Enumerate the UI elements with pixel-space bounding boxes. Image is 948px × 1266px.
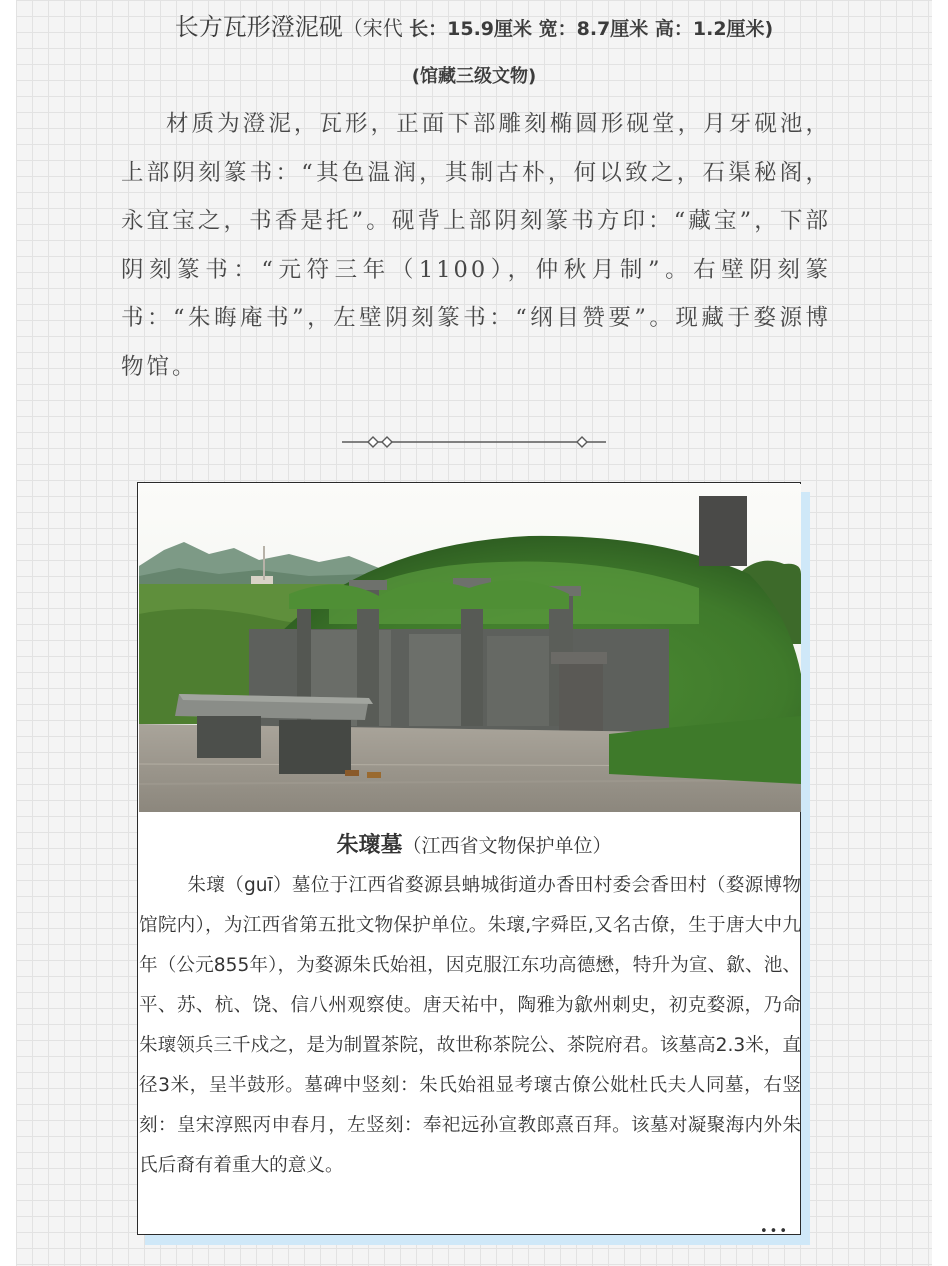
page-margin-left	[0, 0, 16, 1266]
page-margin-right	[932, 0, 948, 1266]
artifact-description: 材质为澄泥，瓦形，正面下部雕刻椭圆形砚堂，月牙砚池，上部阴刻篆书：“其色温润，其制古朴，何以致之，石渠秘阁，永宜宝之，书香是托”。砚背上部阴刻篆书方印：“藏宝”，下部阴刻篆书：“元符三年（1100），仲秋月制”。右壁阴刻篆书：“朱晦庵书”，左壁阴刻篆书：“纲目赞要”。现藏于婺源博物馆。	[121, 111, 831, 380]
artifact-dimensions: 长：15.9厘米 宽：8.7厘米 高：1.2厘米)	[409, 18, 774, 40]
site-title	[0, 828, 948, 863]
tomb-photo	[139, 484, 801, 812]
artifact-grade: (馆藏三级文物)	[411, 66, 537, 87]
artifact-name: 长方瓦形澄泥砚	[174, 13, 343, 41]
site-status: （江西省文物保护单位）	[402, 835, 612, 857]
site-description: 朱瓌（guī）墓位于江西省婺源县蚺城街道办香田村委会香田村（婺源博物馆院内），为江西省第五批文物保护单位。朱瓌,字舜臣,又名古僚，生于唐大中九年（公元855年），为婺源朱氏始祖，因克服江东功高德懋，特升为宣、歙、池、平、苏、杭、饶、信八州观察使。唐天祐中，陶雅为歙州刺史，初克婺源，乃命朱瓌领兵三千戍之，是为制置茶院，故世称茶院公、茶院府君。该墓高2.3米，直径3米，呈半鼓形。墓碑中竖刻：朱氏始祖显考瓌古僚公妣杜氏夫人同墓，右竖刻：皇宋淳熙丙申春月，左竖刻：奉祀远孙宣教郎熹百拜。该墓对凝聚海内外朱氏后裔有着重大的意义。	[139, 875, 801, 1176]
ornament-divider	[342, 432, 606, 452]
more-dots: •••	[760, 1224, 790, 1239]
site-name: 朱瓌墓	[336, 833, 403, 858]
artifact-era: （宋代	[342, 16, 410, 40]
artifact-title	[0, 10, 948, 46]
